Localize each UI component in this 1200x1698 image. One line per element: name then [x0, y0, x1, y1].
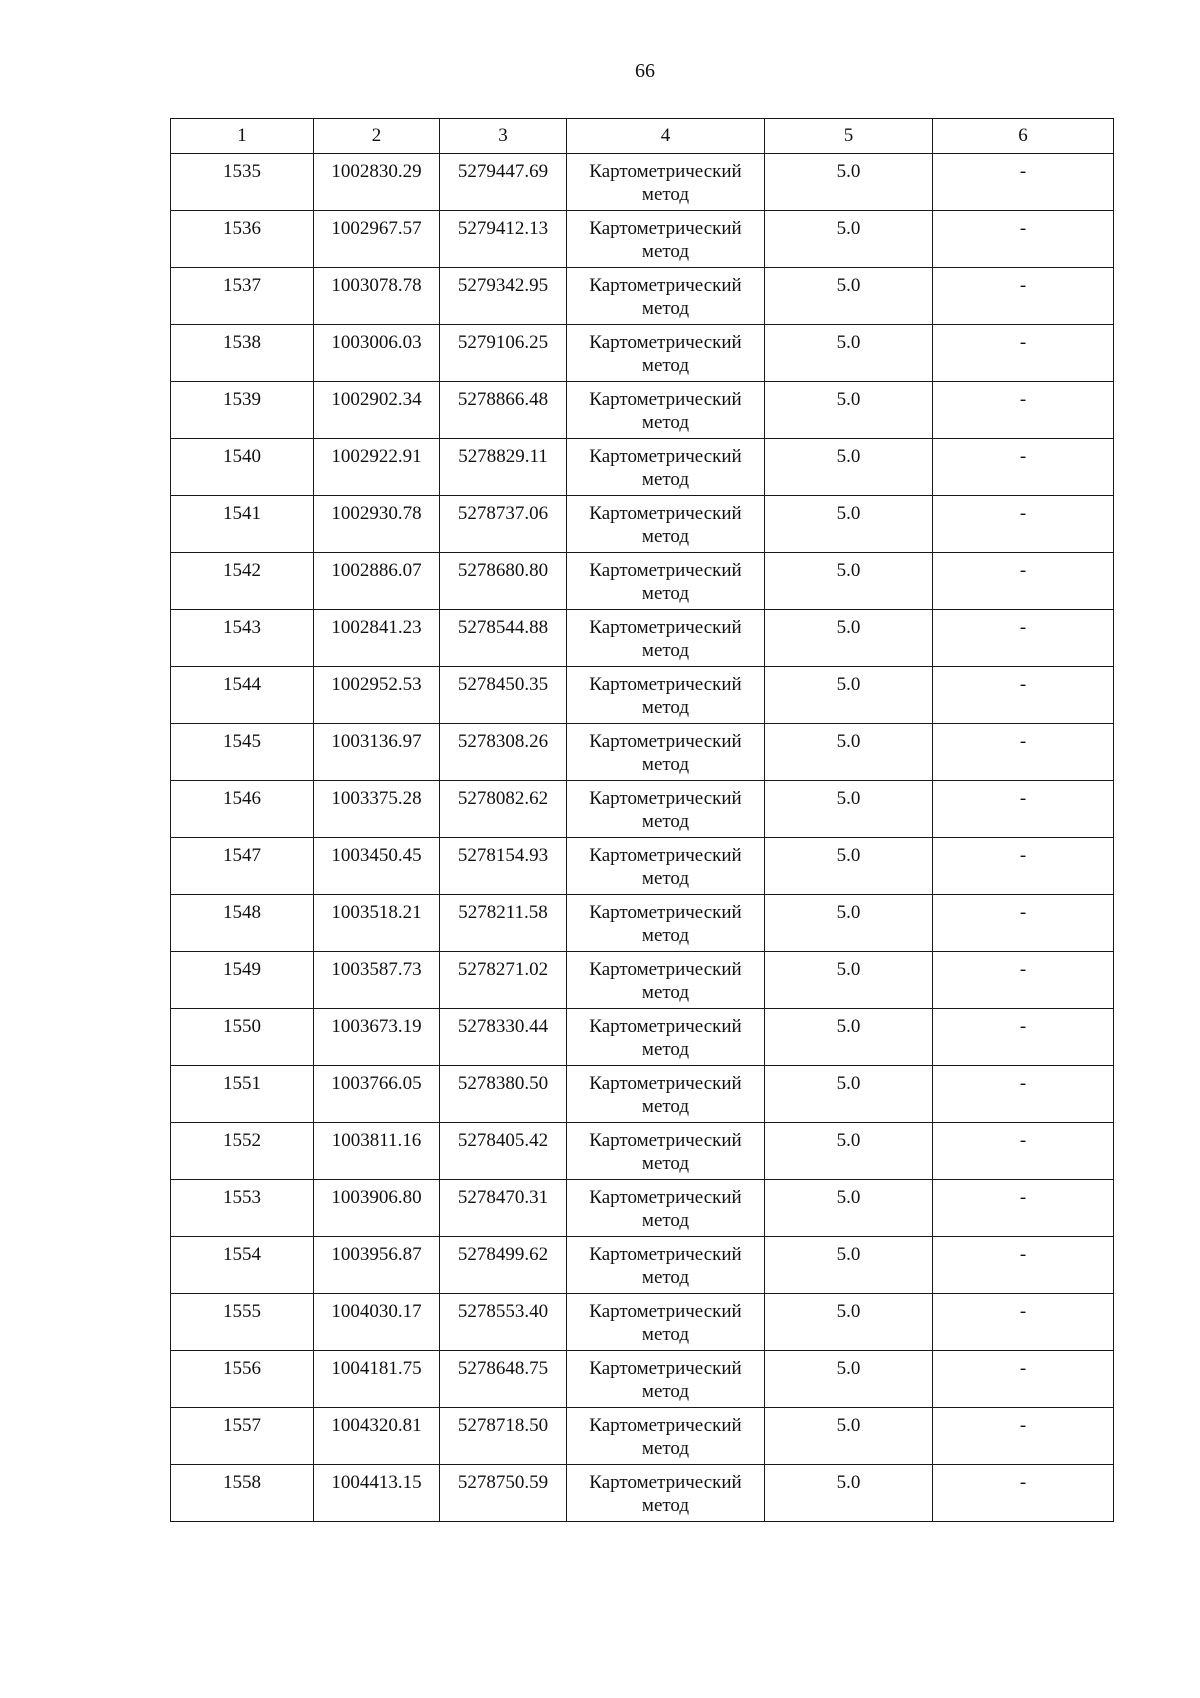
method-label-line1: Картометрический [589, 1244, 742, 1265]
point-number-cell: 1535 [171, 154, 314, 211]
method-label-line1: Картометрический [589, 218, 742, 239]
point-number-cell: 1550 [171, 1009, 314, 1066]
method-label-line1: Картометрический [589, 332, 742, 353]
accuracy-cell: 5.0 [765, 895, 933, 952]
x-coordinate-cell: 1002930.78 [314, 496, 440, 553]
accuracy-cell: 5.0 [765, 439, 933, 496]
y-coordinate-cell: 5278330.44 [440, 1009, 567, 1066]
table-row [171, 1180, 1114, 1237]
point-number-cell: 1552 [171, 1123, 314, 1180]
point-number-cell: 1548 [171, 895, 314, 952]
method-label-line2: метод [641, 868, 690, 889]
method-label-line1: Картометрический [589, 617, 742, 638]
method-label-line2: метод [641, 925, 690, 946]
table-row [171, 1294, 1114, 1351]
x-coordinate-cell: 1004413.15 [314, 1465, 440, 1522]
x-coordinate-cell: 1002841.23 [314, 610, 440, 667]
table-row [171, 439, 1114, 496]
table-row [171, 1123, 1114, 1180]
method-label-line1: Картометрический [589, 1301, 742, 1322]
x-coordinate-cell: 1004030.17 [314, 1294, 440, 1351]
accuracy-cell: 5.0 [765, 1408, 933, 1465]
method-label-line1: Картометрический [589, 1016, 742, 1037]
y-coordinate-cell: 5278450.35 [440, 667, 567, 724]
note-cell: - [933, 1294, 1114, 1351]
y-coordinate-cell: 5279342.95 [440, 268, 567, 325]
table-row [171, 1009, 1114, 1066]
x-coordinate-cell: 1002830.29 [314, 154, 440, 211]
x-coordinate-cell: 1003375.28 [314, 781, 440, 838]
point-number-cell: 1557 [171, 1408, 314, 1465]
method-label-line2: метод [641, 469, 690, 490]
x-coordinate-cell: 1002922.91 [314, 439, 440, 496]
point-number-cell: 1538 [171, 325, 314, 382]
method-cell [567, 382, 765, 439]
table-row [171, 1408, 1114, 1465]
accuracy-cell: 5.0 [765, 154, 933, 211]
method-label-line2: метод [641, 1267, 690, 1288]
table-row [171, 781, 1114, 838]
accuracy-cell: 5.0 [765, 211, 933, 268]
method-label-line1: Картометрический [589, 389, 742, 410]
table-body [171, 154, 1114, 1522]
y-coordinate-cell: 5278553.40 [440, 1294, 567, 1351]
point-number-cell: 1549 [171, 952, 314, 1009]
method-label-line1: Картометрический [589, 959, 742, 980]
y-coordinate-cell: 5278405.42 [440, 1123, 567, 1180]
table-row [171, 1351, 1114, 1408]
accuracy-cell: 5.0 [765, 781, 933, 838]
y-coordinate-cell: 5278154.93 [440, 838, 567, 895]
point-number-cell: 1555 [171, 1294, 314, 1351]
x-coordinate-cell: 1002967.57 [314, 211, 440, 268]
method-cell [567, 211, 765, 268]
y-coordinate-cell: 5278499.62 [440, 1237, 567, 1294]
note-cell: - [933, 1066, 1114, 1123]
method-label-line2: метод [641, 412, 690, 433]
note-cell: - [933, 1123, 1114, 1180]
coordinates-table [170, 118, 1114, 1522]
accuracy-cell: 5.0 [765, 553, 933, 610]
point-number-cell: 1540 [171, 439, 314, 496]
table-row [171, 895, 1114, 952]
note-cell: - [933, 496, 1114, 553]
y-coordinate-cell: 5278470.31 [440, 1180, 567, 1237]
y-coordinate-cell: 5279447.69 [440, 154, 567, 211]
method-cell [567, 1180, 765, 1237]
method-cell [567, 1237, 765, 1294]
accuracy-cell: 5.0 [765, 1465, 933, 1522]
point-number-cell: 1545 [171, 724, 314, 781]
method-label-line2: метод [641, 583, 690, 604]
point-number-cell: 1537 [171, 268, 314, 325]
table-header-row [171, 119, 1114, 154]
method-label-line1: Картометрический [589, 674, 742, 695]
y-coordinate-cell: 5278829.11 [440, 439, 567, 496]
method-cell [567, 1066, 765, 1123]
method-label-line1: Картометрический [589, 845, 742, 866]
method-label-line1: Картометрический [589, 1187, 742, 1208]
method-cell [567, 268, 765, 325]
table-row [171, 1237, 1114, 1294]
table-row [171, 1066, 1114, 1123]
table-row [171, 382, 1114, 439]
x-coordinate-cell: 1003587.73 [314, 952, 440, 1009]
accuracy-cell: 5.0 [765, 610, 933, 667]
method-label-line1: Картометрический [589, 902, 742, 923]
y-coordinate-cell: 5278648.75 [440, 1351, 567, 1408]
y-coordinate-cell: 5278211.58 [440, 895, 567, 952]
x-coordinate-cell: 1003078.78 [314, 268, 440, 325]
page-number: 66 [635, 60, 655, 82]
column-header-6: 6 [933, 119, 1114, 154]
accuracy-cell: 5.0 [765, 382, 933, 439]
y-coordinate-cell: 5278082.62 [440, 781, 567, 838]
note-cell: - [933, 1009, 1114, 1066]
note-cell: - [933, 781, 1114, 838]
point-number-cell: 1544 [171, 667, 314, 724]
x-coordinate-cell: 1002886.07 [314, 553, 440, 610]
accuracy-cell: 5.0 [765, 1180, 933, 1237]
table-row [171, 1465, 1114, 1522]
method-label-line1: Картометрический [589, 1358, 742, 1379]
method-label-line1: Картометрический [589, 1073, 742, 1094]
accuracy-cell: 5.0 [765, 1351, 933, 1408]
y-coordinate-cell: 5279106.25 [440, 325, 567, 382]
column-header-5: 5 [765, 119, 933, 154]
note-cell: - [933, 895, 1114, 952]
accuracy-cell: 5.0 [765, 268, 933, 325]
method-label-line2: метод [641, 811, 690, 832]
point-number-cell: 1539 [171, 382, 314, 439]
accuracy-cell: 5.0 [765, 1066, 933, 1123]
x-coordinate-cell: 1004181.75 [314, 1351, 440, 1408]
method-label-line2: метод [641, 640, 690, 661]
note-cell: - [933, 154, 1114, 211]
note-cell: - [933, 838, 1114, 895]
method-cell [567, 325, 765, 382]
note-cell: - [933, 439, 1114, 496]
method-label-line1: Картометрический [589, 560, 742, 581]
note-cell: - [933, 1351, 1114, 1408]
x-coordinate-cell: 1004320.81 [314, 1408, 440, 1465]
column-header-1: 1 [171, 119, 314, 154]
point-number-cell: 1556 [171, 1351, 314, 1408]
method-label-line2: метод [641, 982, 690, 1003]
method-label-line2: метод [641, 1438, 690, 1459]
point-number-cell: 1542 [171, 553, 314, 610]
x-coordinate-cell: 1003450.45 [314, 838, 440, 895]
note-cell: - [933, 553, 1114, 610]
accuracy-cell: 5.0 [765, 325, 933, 382]
point-number-cell: 1546 [171, 781, 314, 838]
y-coordinate-cell: 5278750.59 [440, 1465, 567, 1522]
method-label-line1: Картометрический [589, 275, 742, 296]
accuracy-cell: 5.0 [765, 724, 933, 781]
x-coordinate-cell: 1003766.05 [314, 1066, 440, 1123]
accuracy-cell: 5.0 [765, 667, 933, 724]
method-cell [567, 781, 765, 838]
point-number-cell: 1553 [171, 1180, 314, 1237]
y-coordinate-cell: 5279412.13 [440, 211, 567, 268]
method-cell [567, 895, 765, 952]
accuracy-cell: 5.0 [765, 496, 933, 553]
note-cell: - [933, 1237, 1114, 1294]
table-row [171, 211, 1114, 268]
x-coordinate-cell: 1003811.16 [314, 1123, 440, 1180]
method-label-line2: метод [641, 526, 690, 547]
method-cell [567, 1351, 765, 1408]
y-coordinate-cell: 5278866.48 [440, 382, 567, 439]
table-row [171, 154, 1114, 211]
table-row [171, 952, 1114, 1009]
point-number-cell: 1543 [171, 610, 314, 667]
method-label-line2: метод [641, 697, 690, 718]
y-coordinate-cell: 5278680.80 [440, 553, 567, 610]
method-label-line1: Картометрический [589, 788, 742, 809]
table-row [171, 325, 1114, 382]
accuracy-cell: 5.0 [765, 838, 933, 895]
note-cell: - [933, 724, 1114, 781]
method-cell [567, 667, 765, 724]
method-label-line2: метод [641, 1096, 690, 1117]
point-number-cell: 1547 [171, 838, 314, 895]
table-row [171, 553, 1114, 610]
method-cell [567, 154, 765, 211]
method-label-line1: Картометрический [589, 1130, 742, 1151]
method-cell [567, 838, 765, 895]
note-cell: - [933, 667, 1114, 724]
column-header-4: 4 [567, 119, 765, 154]
method-label-line2: метод [641, 355, 690, 376]
method-cell [567, 1408, 765, 1465]
x-coordinate-cell: 1002902.34 [314, 382, 440, 439]
method-cell [567, 1123, 765, 1180]
method-cell [567, 1465, 765, 1522]
note-cell: - [933, 1180, 1114, 1237]
accuracy-cell: 5.0 [765, 952, 933, 1009]
method-label-line2: метод [641, 1495, 690, 1516]
accuracy-cell: 5.0 [765, 1237, 933, 1294]
point-number-cell: 1554 [171, 1237, 314, 1294]
accuracy-cell: 5.0 [765, 1294, 933, 1351]
point-number-cell: 1551 [171, 1066, 314, 1123]
accuracy-cell: 5.0 [765, 1123, 933, 1180]
note-cell: - [933, 211, 1114, 268]
method-cell [567, 496, 765, 553]
table-row [171, 268, 1114, 325]
method-cell [567, 1009, 765, 1066]
method-label-line2: метод [641, 1381, 690, 1402]
method-label-line1: Картометрический [589, 1415, 742, 1436]
note-cell: - [933, 325, 1114, 382]
x-coordinate-cell: 1003006.03 [314, 325, 440, 382]
x-coordinate-cell: 1003956.87 [314, 1237, 440, 1294]
y-coordinate-cell: 5278308.26 [440, 724, 567, 781]
method-label-line2: метод [641, 1324, 690, 1345]
y-coordinate-cell: 5278271.02 [440, 952, 567, 1009]
point-number-cell: 1541 [171, 496, 314, 553]
method-cell [567, 724, 765, 781]
method-label-line2: метод [641, 1210, 690, 1231]
method-label-line1: Картометрический [589, 161, 742, 182]
note-cell: - [933, 610, 1114, 667]
method-label-line1: Картометрический [589, 731, 742, 752]
x-coordinate-cell: 1003136.97 [314, 724, 440, 781]
column-header-2: 2 [314, 119, 440, 154]
table-row [171, 496, 1114, 553]
point-number-cell: 1536 [171, 211, 314, 268]
method-label-line2: метод [641, 754, 690, 775]
y-coordinate-cell: 5278380.50 [440, 1066, 567, 1123]
note-cell: - [933, 1465, 1114, 1522]
table-row [171, 610, 1114, 667]
x-coordinate-cell: 1003906.80 [314, 1180, 440, 1237]
note-cell: - [933, 382, 1114, 439]
note-cell: - [933, 1408, 1114, 1465]
method-cell [567, 439, 765, 496]
method-cell [567, 610, 765, 667]
method-label-line2: метод [641, 1039, 690, 1060]
table-row [171, 838, 1114, 895]
method-label-line2: метод [641, 298, 690, 319]
y-coordinate-cell: 5278737.06 [440, 496, 567, 553]
table-row [171, 724, 1114, 781]
method-label-line2: метод [641, 241, 690, 262]
point-number-cell: 1558 [171, 1465, 314, 1522]
column-header-3: 3 [440, 119, 567, 154]
x-coordinate-cell: 1003673.19 [314, 1009, 440, 1066]
note-cell: - [933, 952, 1114, 1009]
method-label-line1: Картометрический [589, 503, 742, 524]
accuracy-cell: 5.0 [765, 1009, 933, 1066]
method-label-line2: метод [641, 1153, 690, 1174]
method-cell [567, 1294, 765, 1351]
y-coordinate-cell: 5278544.88 [440, 610, 567, 667]
note-cell: - [933, 268, 1114, 325]
method-label-line1: Картометрический [589, 446, 742, 467]
method-label-line2: метод [641, 184, 690, 205]
x-coordinate-cell: 1003518.21 [314, 895, 440, 952]
method-cell [567, 553, 765, 610]
method-cell [567, 952, 765, 1009]
table-row [171, 667, 1114, 724]
x-coordinate-cell: 1002952.53 [314, 667, 440, 724]
y-coordinate-cell: 5278718.50 [440, 1408, 567, 1465]
method-label-line1: Картометрический [589, 1472, 742, 1493]
